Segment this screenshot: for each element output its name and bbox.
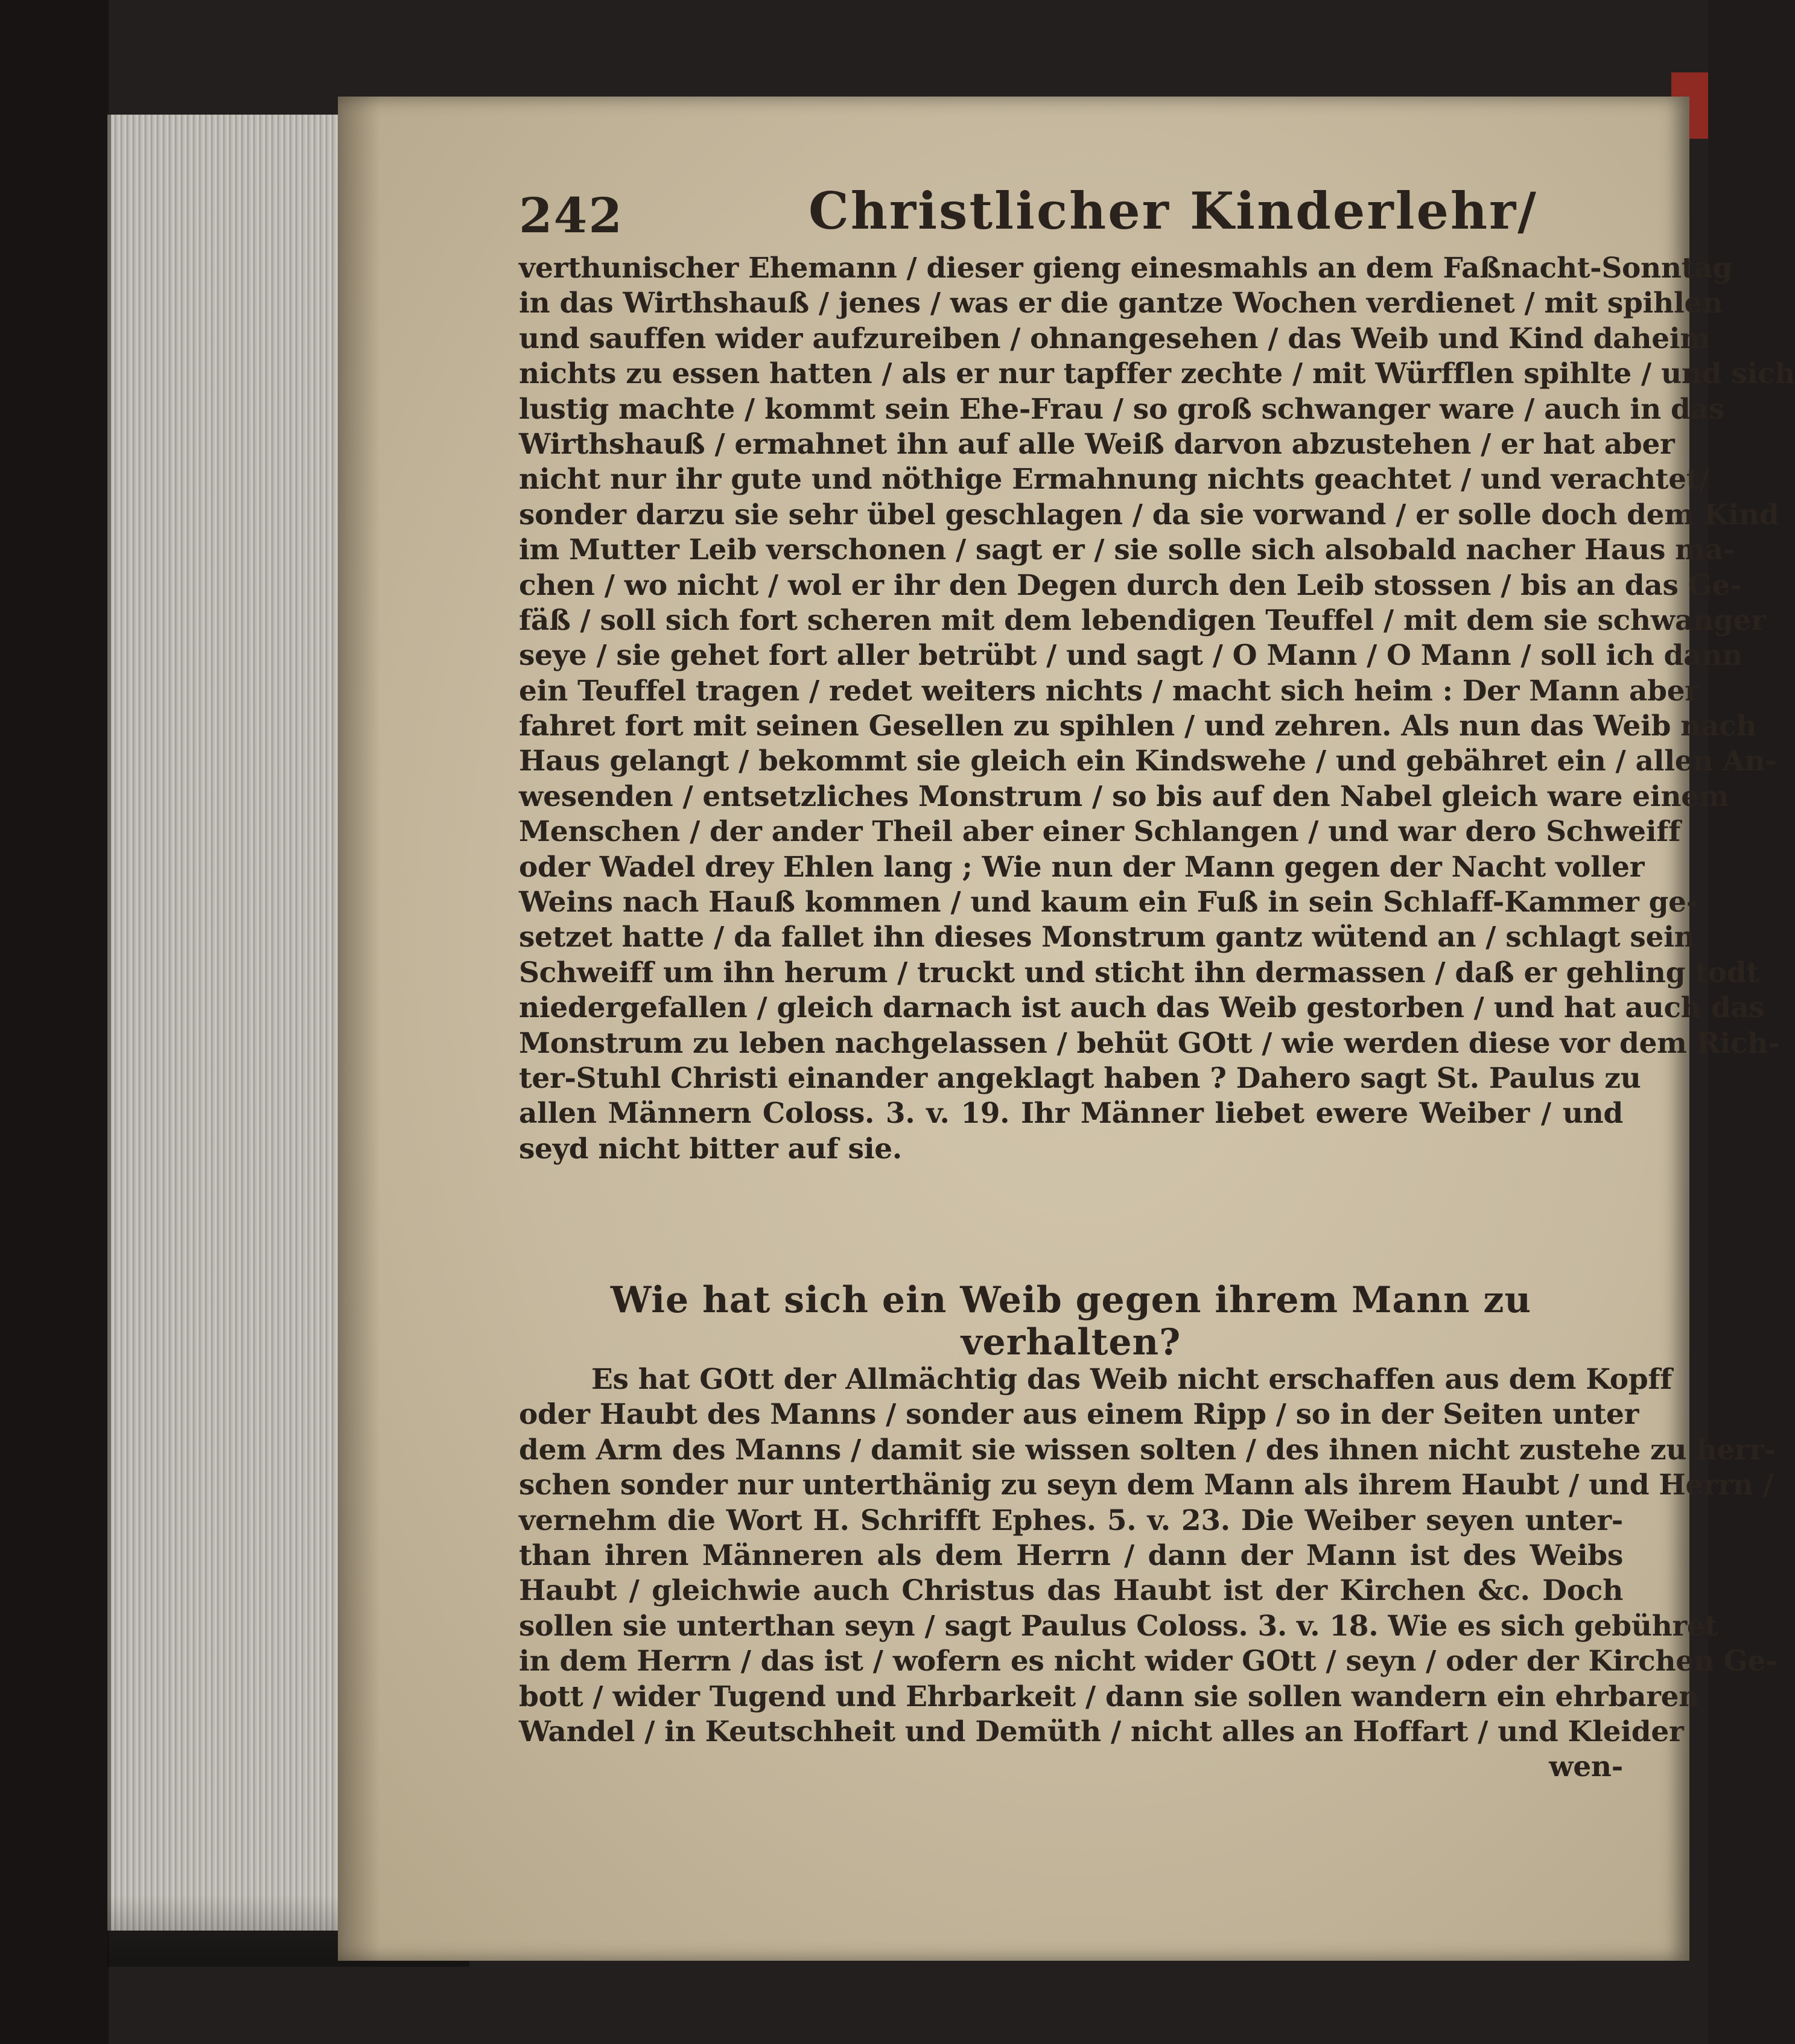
text-line: nicht nur ihr gute und nöthige Ermahnung nichts geachtet / und verachtet/ xyxy=(519,463,1710,497)
text-line: than ihren Männeren als dem Herrn / dann der Mann ist des Weibs xyxy=(519,1538,1623,1572)
text-line: ein Teuffel tragen / redet weiters nichts / macht sich heim : Der Mann aber xyxy=(519,674,1700,708)
text-line: Wandel / in Keutschheit und Demüth / nicht alles an Hoffart / und Kleider xyxy=(519,1715,1684,1748)
text-line: niedergefallen / gleich darnach ist auch das Weib gestorben / und hat auch das xyxy=(519,991,1765,1025)
running-title: Christlicher Kinderlehr/ xyxy=(809,181,1538,241)
text-line: seye / sie gehet fort aller betrübt / und sagt / O Mann / O Mann / soll ich dann xyxy=(519,639,1743,673)
book-page-edges xyxy=(107,115,346,1931)
text-line: Wirthshauß / ermahnet ihn auf alle Weiß darvon abzustehen / er hat aber xyxy=(519,427,1675,461)
text-line: seyd nicht bitter auf sie. xyxy=(519,1132,902,1166)
text-line: ter-Stuhl Christi einander angeklagt haben ? Dahero sagt St. Paulus zu xyxy=(519,1061,1641,1095)
text-line: oder Haubt des Manns / sonder aus einem Ripp / so in der Seiten unter xyxy=(519,1398,1639,1432)
text-line: allen Männern Coloss. 3. v. 19. Ihr Männer liebet ewere Weiber / und xyxy=(519,1097,1623,1131)
page-gutter-shadow xyxy=(338,97,380,1961)
text-line: bott / wider Tugend und Ehrbarkeit / dann sie sollen wandern ein ehrbaren xyxy=(519,1680,1700,1713)
text-line: lustig machte / kommt sein Ehe-Frau / so groß schwanger ware / auch in das xyxy=(519,392,1724,426)
text-line: und sauffen wider aufzureiben / ohnangesehen / das Weib und Kind daheim xyxy=(519,322,1710,355)
text-line: verthunischer Ehemann / dieser gieng einesmahls an dem Faßnacht-Sonntag xyxy=(519,252,1732,285)
paragraph-2 xyxy=(519,1362,1778,1785)
text-line: nichts zu essen hatten / als er nur tapffer zechte / mit Würfflen spihlte / und sich xyxy=(519,357,1795,391)
text-line: setzet hatte / da fallet ihn dieses Monstrum gantz wütend an / schlagt sein xyxy=(519,921,1695,954)
text-line: dem Arm des Manns / damit sie wissen solten / des ihnen nicht zustehe zu herr- xyxy=(519,1433,1776,1467)
text-line: Monstrum zu leben nachgelassen / behüt GOtt / wie werden diese vor dem Rich- xyxy=(519,1026,1780,1060)
page-header xyxy=(519,181,1617,253)
text-line: Schweiff um ihn herum / truckt und sticht ihn dermassen / daß er gehling todt xyxy=(519,956,1759,989)
section-heading: Wie hat sich ein Weib gegen ihrem Mann zu verhalten? xyxy=(610,1279,1532,1363)
text-line: Weins nach Hauß kommen / und kaum ein Fuß in sein Schlaff-Kammer ge- xyxy=(519,886,1698,919)
text-line: Es hat GOtt der Allmächtig das Weib nicht erschaffen aus dem Kopff xyxy=(591,1363,1673,1396)
scan-dark-margin xyxy=(0,0,109,2044)
text-line: in das Wirthshauß / jenes / was er die gantze Wochen verdienet / mit spihlen xyxy=(519,287,1723,320)
catchword: wen- xyxy=(1549,1750,1623,1784)
text-line: chen / wo nicht / wol er ihr den Degen durch den Leib stossen / bis an das Ge- xyxy=(519,568,1742,602)
text-line: vernehm die Wort H. Schrifft Ephes. 5. v. 23. Die Weiber seyen unter- xyxy=(519,1503,1623,1537)
text-line: Haus gelangt / bekommt sie gleich ein Kindswehe / und gebähret ein / allen An- xyxy=(519,744,1777,778)
text-line: wesenden / entsetzliches Monstrum / so bis auf den Nabel gleich ware einem xyxy=(519,779,1729,813)
text-line: Haubt / gleichwie auch Christus das Haubt ist der Kirchen &c. Doch xyxy=(519,1574,1623,1608)
text-line: in dem Herrn / das ist / wofern es nicht wider GOtt / seyn / oder der Kirchen Ge- xyxy=(519,1645,1778,1678)
paragraph-1 xyxy=(519,251,1795,1167)
page-number: 242 xyxy=(519,187,623,244)
text-line: fahret fort mit seinen Gesellen zu spihlen / und zehren. Als nun das Weib nach xyxy=(519,709,1757,743)
text-line: schen sonder nur unterthänig zu seyn dem Mann als ihrem Haubt / und Herrn / xyxy=(519,1468,1773,1502)
text-line: sollen sie unterthan seyn / sagt Paulus Coloss. 3. v. 18. Wie es sich gebühret xyxy=(519,1609,1718,1643)
text-line: im Mutter Leib verschonen / sagt er / sie solle sich alsobald nacher Haus ma- xyxy=(519,533,1735,567)
text-line: fäß / soll sich fort scheren mit dem lebendigen Teuffel / mit dem sie schwanger xyxy=(519,603,1766,637)
text-line: sonder darzu sie sehr übel geschlagen / da sie vorwand / er solle doch dem Kind xyxy=(519,498,1779,532)
text-line: Menschen / der ander Theil aber einer Schlangen / und war dero Schweiff xyxy=(519,815,1681,849)
text-line: oder Wadel drey Ehlen lang ; Wie nun der Mann gegen der Nacht voller xyxy=(519,850,1645,884)
